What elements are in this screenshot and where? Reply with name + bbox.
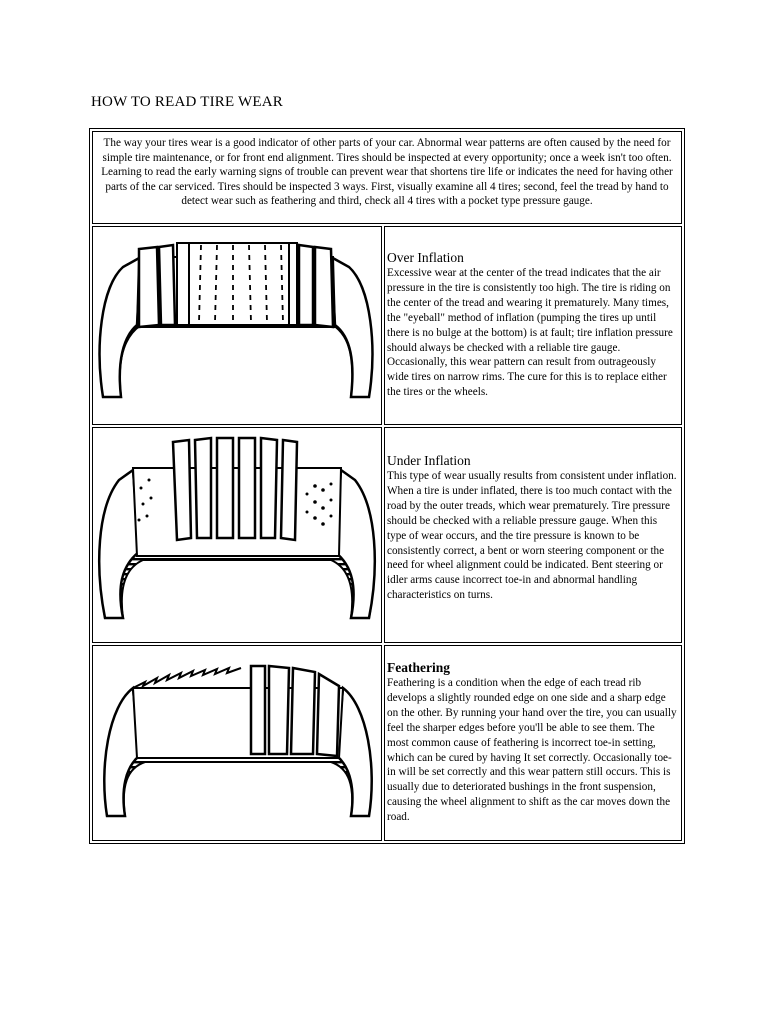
tire-wear-table [89,128,685,844]
intro-cell [92,131,682,224]
section-row-under-inflation [92,427,682,643]
feathering-text-cell [384,645,682,841]
over-inflation-heading: Over Inflation [387,250,464,265]
over-inflation-illustration [92,226,382,425]
feathering-body: Feathering is a condition when the edge of each tread rib develops a slightly rounded edge on one side and a sharp edge on the other. By running your hand over the tire, you can usually feel the sharper edges before you'll be able to see them. The most common cause of feathering is incorrect toe-in setting, which can be cured by having It set correctly. Occasionally toe-in will be set correctly and this wear pattern still occurs. This is usually due to deteriorated bushings in the front suspension, causing the wheel alignment to shift as the car moves down the road. [387,677,677,824]
under-inflation-tire-drawing [93,428,381,642]
under-inflation-illustration [92,427,382,643]
section-row-over-inflation [92,226,682,425]
section-row-feathering [92,645,682,841]
page-title: HOW TO READ TIRE WEAR [91,94,283,110]
over-inflation-text-cell [384,226,682,425]
under-inflation-body: This type of wear usually results from consistent under inflation. When a tire is under inflated, there is too much contact with the road by the outer treads, which wear prematurely. Tire pressure should be checked with a reliable pressure gauge. When this type of wear occurs, and the tire pressure is known to be consistently correct, a bent or worn steering component or the need for wheel alignment could be indicated. Bent steering or idler arms cause incorrect toe-in and abnormal handling characteristics on turns. [387,470,677,602]
under-inflation-heading: Under Inflation [387,453,471,468]
under-inflation-text-cell [384,427,682,643]
feathering-illustration [92,645,382,841]
over-inflation-body: Excessive wear at the center of the tread indicates that the air pressure in the tire is consistently too high. The tire is riding on the center of the tread and wearing it prematurely. Many times, the "eyeball" method of inflation (pumping the tires up until there is no bulge at the bottom) is at fault; tire inflation pressure should always be checked with a reliable tire gauge. Occasionally, this wear pattern can result from outrageously wide tires on narrow rims. The cure for this is to replace either the tires or the wheels. [387,267,673,399]
over-inflation-tire-drawing [93,227,381,424]
intro-text: The way your tires wear is a good indicator of other parts of your car. Abnormal wear patterns are often caused by the need for simple tire maintenance, or for front end alignment. Tires should be inspected at every opportunity; once a week isn't too often. Learning to read the early warning signs of trouble can prevent wear that shortens tire life or indicates the need for having other parts of the car serviced. Tires should be inspected 3 ways. First, visually examine all 4 tires; second, feel the tread by hand to detect wear such as feathering and third, check all 4 tires with a pocket type pressure gauge. [101,137,673,207]
feathering-heading: Feathering [387,660,450,675]
feathering-tire-drawing [93,646,381,840]
